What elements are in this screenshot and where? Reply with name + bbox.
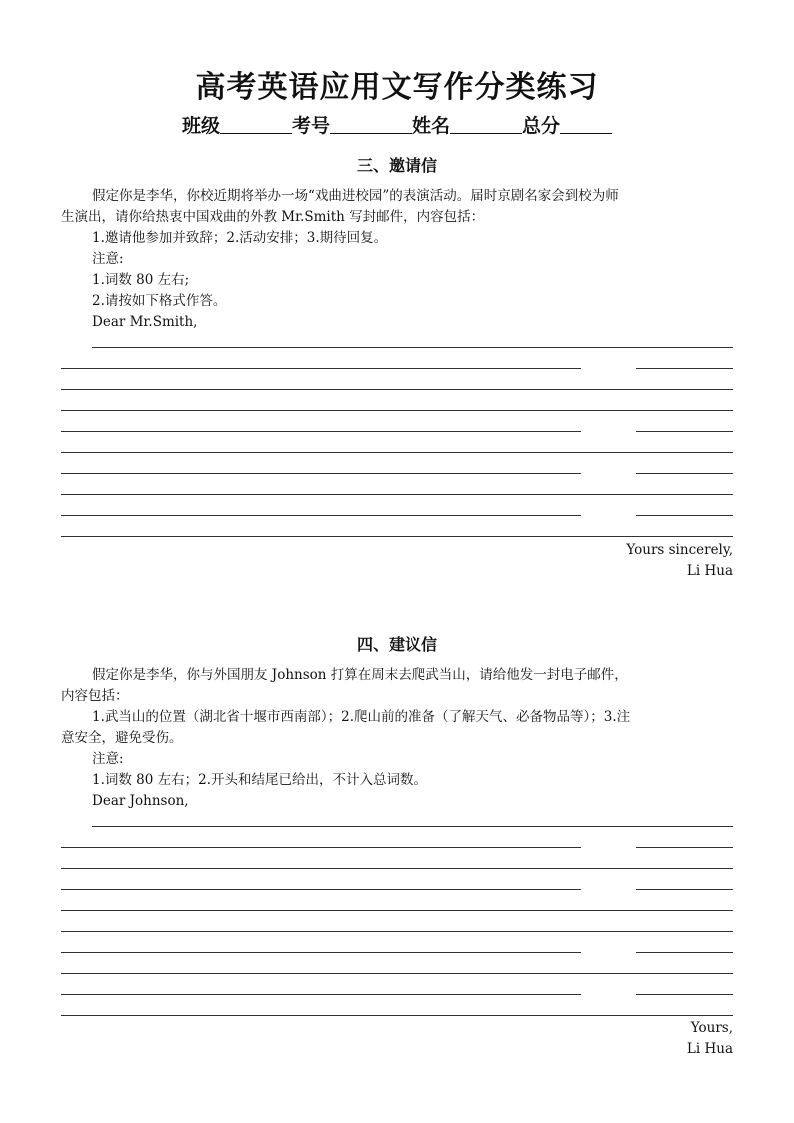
- score-blank[interactable]: [560, 115, 612, 134]
- closing-block-invitation: [626, 540, 733, 582]
- closing: Yours sincerely,: [626, 542, 733, 558]
- class-label: 班级: [181, 115, 220, 137]
- writing-line[interactable]: [61, 452, 733, 453]
- exam-no-blank[interactable]: [330, 115, 412, 134]
- section-suggestion-prompt: [61, 665, 733, 812]
- line-break-mark: [581, 366, 636, 369]
- prompt-line-2: 内容包括：: [61, 688, 129, 704]
- writing-line[interactable]: [61, 494, 733, 495]
- signature: Li Hua: [686, 1041, 733, 1057]
- line-break-mark: [581, 429, 636, 432]
- writing-line[interactable]: [61, 1015, 733, 1016]
- note-label: 注意:: [92, 251, 124, 267]
- section-invitation-title: 三、邀请信: [356, 156, 437, 175]
- line-break-mark: [581, 887, 636, 890]
- salutation: Dear Johnson,: [92, 793, 189, 809]
- writing-line[interactable]: [61, 410, 733, 411]
- page-title: 高考英语应用文写作分类练习: [195, 70, 599, 105]
- content-points-line-2: 意安全，避免受伤。: [61, 730, 183, 746]
- closing: Yours,: [690, 1020, 733, 1036]
- exam-no-label: 考号: [291, 115, 330, 137]
- content-points: 1.邀请他参加并致辞；2.活动安排；3.期待回复。: [92, 230, 388, 246]
- salutation: Dear Mr.Smith,: [92, 314, 198, 330]
- note-1: 1.词数 80 左右；2.开头和结尾已给出，不计入总词数。: [92, 772, 428, 788]
- line-break-mark: [581, 471, 636, 474]
- writing-line[interactable]: [61, 868, 733, 869]
- content-points-line-1: 1.武当山的位置（湖北省十堰市西南部）；2.爬山前的准备（了解天气、必备物品等）；3.注: [92, 709, 631, 725]
- note-label: 注意:: [92, 751, 124, 767]
- score-label: 总分: [522, 115, 561, 137]
- writing-line[interactable]: [61, 931, 733, 932]
- note-2: 2.请按如下格式作答。: [92, 293, 227, 309]
- line-break-mark: [581, 992, 636, 995]
- name-blank[interactable]: [450, 115, 522, 134]
- class-blank[interactable]: [220, 115, 292, 134]
- writing-line[interactable]: [61, 536, 733, 537]
- writing-line[interactable]: [92, 347, 733, 348]
- prompt-line-1: 假定你是李华，你与外国朋友 Johnson 打算在周末去爬武当山，请给他发一封电子邮件，: [92, 667, 628, 683]
- line-break-mark: [581, 513, 636, 516]
- student-info-line: [0, 111, 794, 138]
- line-break-mark: [581, 950, 636, 953]
- closing-block-suggestion: [687, 1018, 733, 1060]
- signature: Li Hua: [686, 563, 733, 579]
- prompt-line-2: 生演出，请你给热衷中国戏曲的外教 Mr.Smith 写封邮件，内容包括：: [61, 209, 485, 225]
- section-invitation-prompt: [61, 186, 733, 333]
- writing-line[interactable]: [61, 910, 733, 911]
- writing-line[interactable]: [61, 973, 733, 974]
- prompt-line-1: 假定你是李华，你校近期将举办一场“戏曲进校园”的表演活动。届时京剧名家会到校为师: [92, 188, 619, 204]
- name-label: 姓名: [412, 115, 451, 137]
- writing-line[interactable]: [61, 389, 733, 390]
- section-suggestion-title: 四、建议信: [356, 635, 437, 654]
- writing-line[interactable]: [92, 826, 733, 827]
- line-break-mark: [581, 845, 636, 848]
- note-1: 1.词数 80 左右;: [92, 272, 190, 288]
